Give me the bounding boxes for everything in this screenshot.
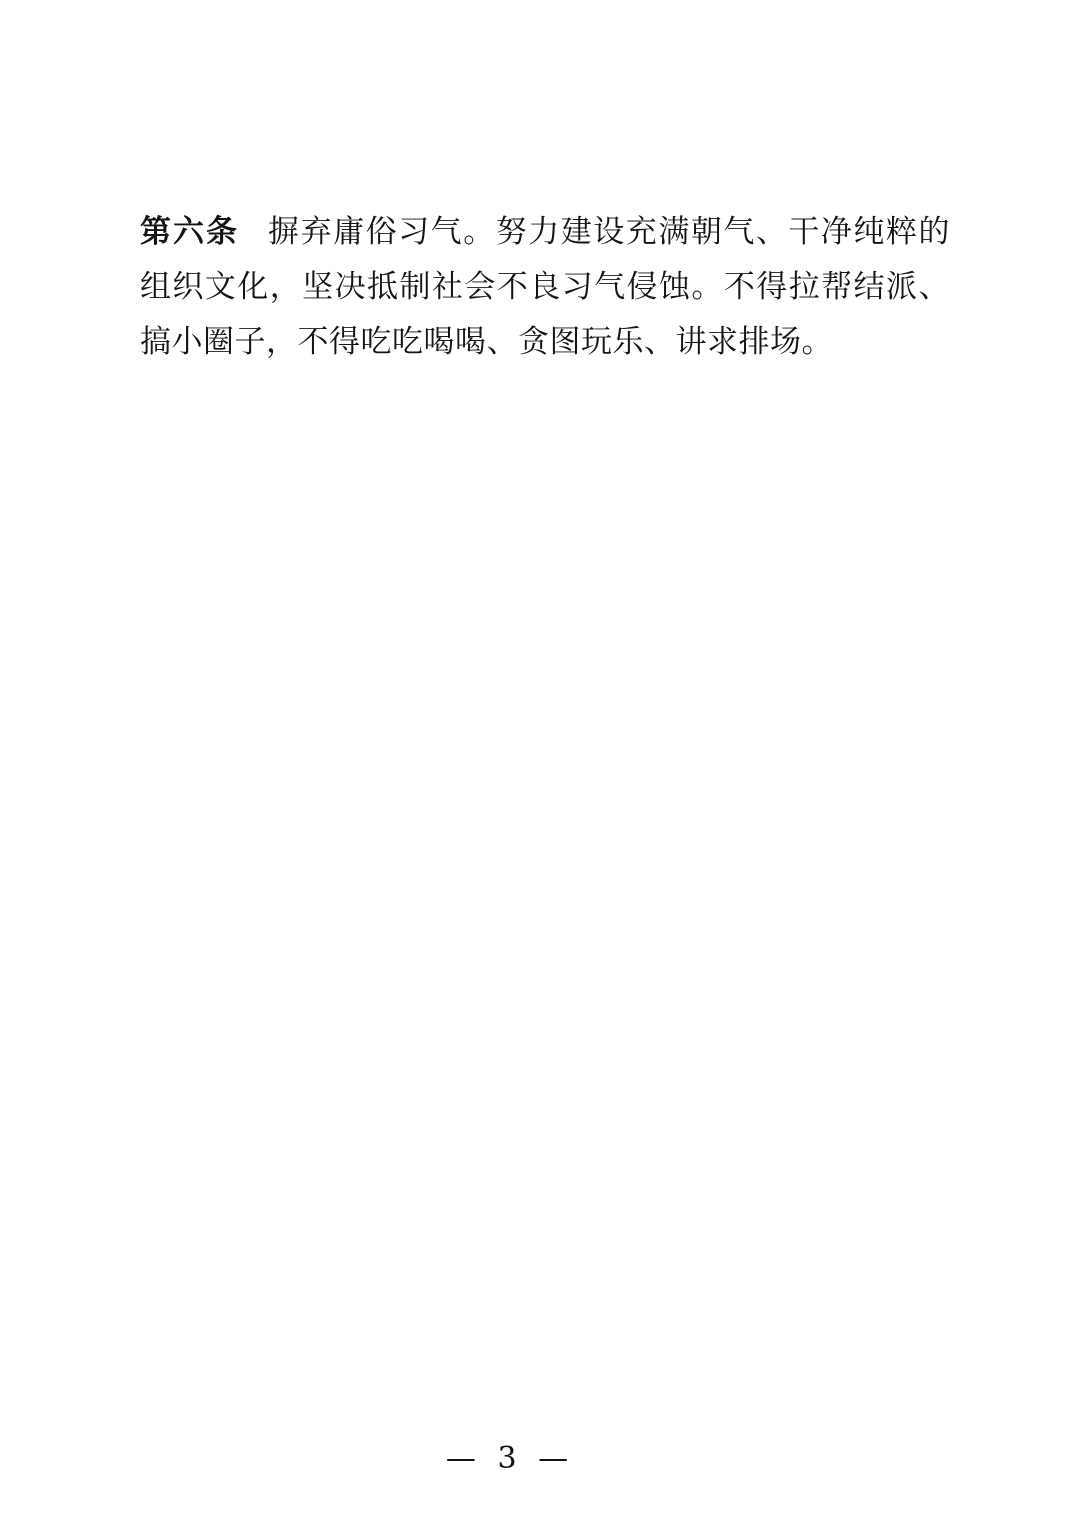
article-number: 第六条	[140, 214, 240, 250]
page-number: — 3 —	[445, 1441, 575, 1476]
document-body	[140, 205, 950, 371]
page-footer	[0, 1441, 1080, 1476]
article-paragraph	[140, 205, 950, 371]
article-text: 摒弃庸俗习气。努力建设充满朝气、干净纯粹的组织文化，坚决抵制社会不良习气侵蚀。不得拉帮结派、搞小圈子，不得吃吃喝喝、贪图玩乐、讲求排场。	[140, 214, 950, 361]
